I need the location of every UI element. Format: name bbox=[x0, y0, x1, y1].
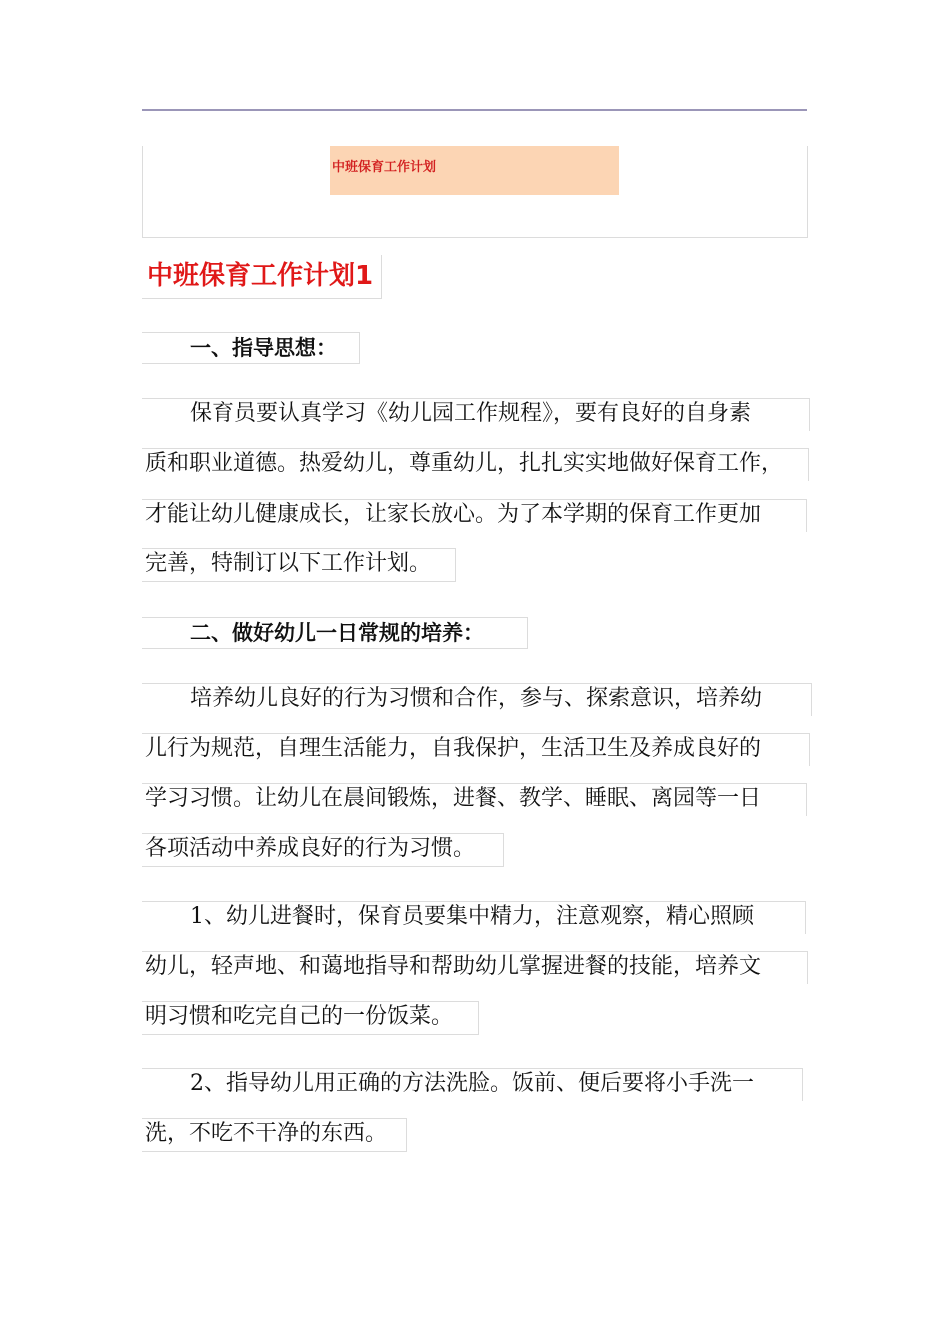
header-banner-text: 中班保育工作计划 bbox=[332, 160, 437, 175]
header-rule bbox=[142, 109, 807, 111]
paragraph-line: 质和职业道德。热爱幼儿，尊重幼儿，扎扎实实地做好保育工作， bbox=[142, 448, 809, 481]
paragraph-line: 明习惯和吃完自己的一份饭菜。 bbox=[142, 1001, 479, 1035]
paragraph-line: 2、指导幼儿用正确的方法洗脸。饭前、便后要将小手洗一 bbox=[142, 1068, 803, 1101]
paragraph-line: 幼儿，轻声地、和蔼地指导和帮助幼儿掌握进餐的技能，培养文 bbox=[142, 951, 808, 984]
paragraph-line: 才能让幼儿健康成长，让家长放心。为了本学期的保育工作更加 bbox=[142, 499, 807, 532]
section-heading-2: 二、做好幼儿一日常规的培养： bbox=[142, 617, 528, 649]
document-title: 中班保育工作计划1 bbox=[142, 255, 382, 299]
paragraph-line: 洗，不吃不干净的东西。 bbox=[142, 1118, 407, 1152]
paragraph-line: 各项活动中养成良好的行为习惯。 bbox=[142, 833, 504, 867]
paragraph-line: 1、幼儿进餐时，保育员要集中精力，注意观察，精心照顾 bbox=[142, 901, 806, 934]
paragraph-line: 保育员要认真学习《幼儿园工作规程》，要有良好的自身素 bbox=[142, 398, 810, 431]
paragraph-line: 学习习惯。让幼儿在晨间锻炼，进餐、教学、睡眠、离园等一日 bbox=[142, 783, 807, 816]
paragraph-line: 完善，特制订以下工作计划。 bbox=[142, 548, 456, 582]
header-banner bbox=[330, 146, 619, 195]
paragraph-line: 培养幼儿良好的行为习惯和合作，参与、探索意识，培养幼 bbox=[142, 683, 812, 716]
section-heading-1: 一、指导思想： bbox=[142, 332, 360, 364]
paragraph-line: 儿行为规范，自理生活能力，自我保护，生活卫生及养成良好的 bbox=[142, 733, 810, 766]
